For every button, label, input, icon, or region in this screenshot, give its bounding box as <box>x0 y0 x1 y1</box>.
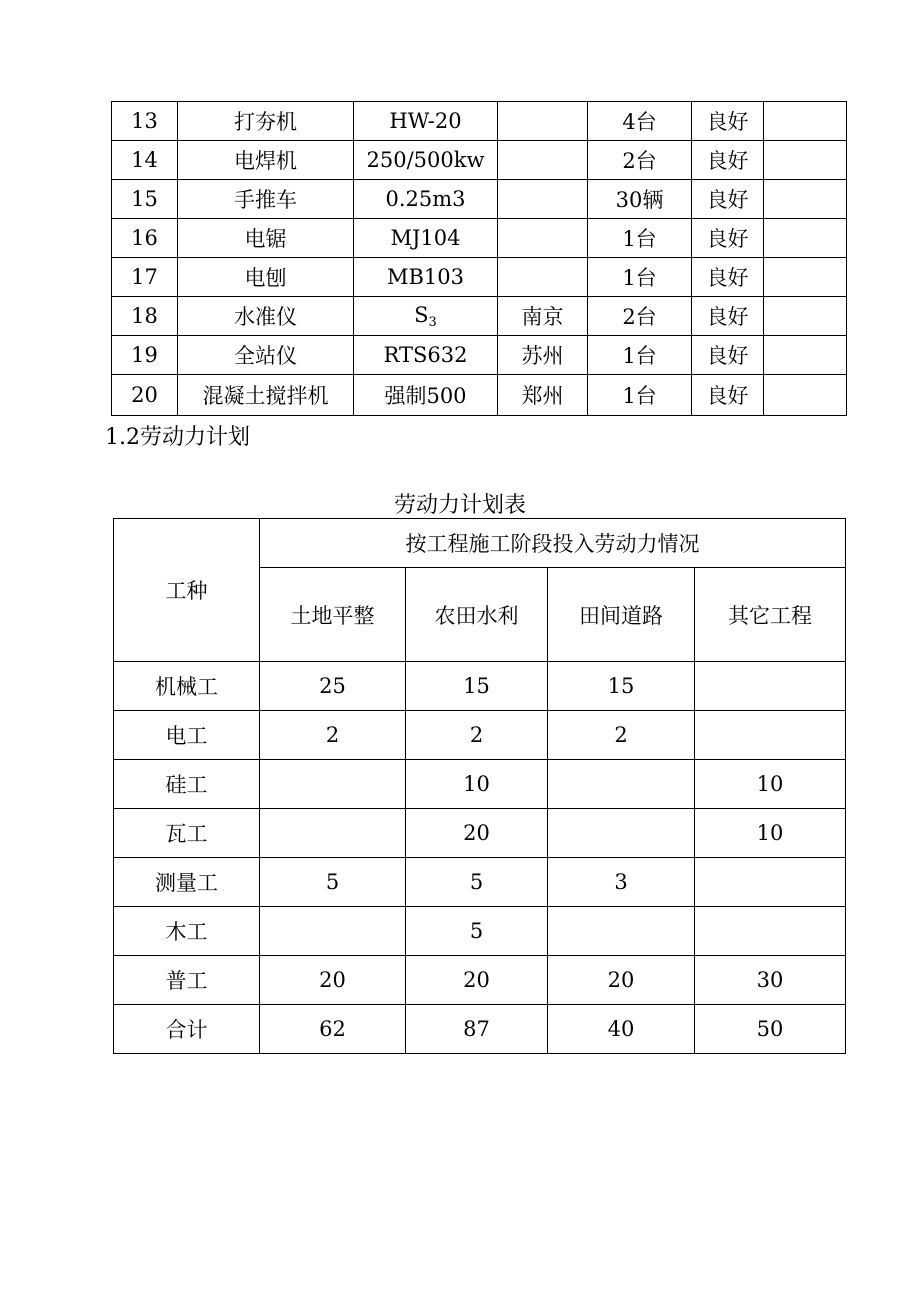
headcount-cell: 5 <box>406 858 548 907</box>
stage-header: 田间道路 <box>548 568 695 662</box>
condition-cell: 良好 <box>692 219 764 258</box>
equipment-model-cell: RTS632 <box>354 336 498 375</box>
table-row <box>112 336 847 375</box>
headcount-cell: 62 <box>260 1005 406 1054</box>
origin-cell <box>498 219 588 258</box>
equipment-name-cell: 电锯 <box>178 219 354 258</box>
trade-cell: 机械工 <box>114 662 260 711</box>
equipment-model-cell: MJ104 <box>354 219 498 258</box>
row-number-cell: 18 <box>112 297 178 336</box>
table-row <box>114 1005 846 1054</box>
quantity-cell: 2台 <box>588 297 692 336</box>
remark-cell <box>764 297 847 336</box>
headcount-cell: 20 <box>548 956 695 1005</box>
stage-header: 农田水利 <box>406 568 548 662</box>
trade-cell: 电工 <box>114 711 260 760</box>
remark-cell <box>764 375 847 416</box>
row-number-cell: 15 <box>112 180 178 219</box>
labor-plan-table <box>113 518 846 1054</box>
headcount-cell: 30 <box>695 956 846 1005</box>
condition-cell: 良好 <box>692 258 764 297</box>
equipment-model-cell: 强制500 <box>354 375 498 416</box>
row-number-cell: 19 <box>112 336 178 375</box>
headcount-cell: 2 <box>406 711 548 760</box>
headcount-cell: 2 <box>260 711 406 760</box>
trade-cell: 测量工 <box>114 858 260 907</box>
row-number-cell: 14 <box>112 141 178 180</box>
row-number-cell: 16 <box>112 219 178 258</box>
stage-header: 其它工程 <box>695 568 846 662</box>
equipment-table <box>111 101 847 416</box>
table-row <box>112 219 847 258</box>
condition-cell: 良好 <box>692 141 764 180</box>
equipment-name-cell: 打夯机 <box>178 102 354 141</box>
quantity-cell: 1台 <box>588 258 692 297</box>
remark-cell <box>764 336 847 375</box>
table-row <box>114 956 846 1005</box>
table-row <box>114 662 846 711</box>
remark-cell <box>764 141 847 180</box>
condition-cell: 良好 <box>692 297 764 336</box>
headcount-cell <box>695 907 846 956</box>
headcount-cell <box>260 907 406 956</box>
headcount-cell <box>695 858 846 907</box>
quantity-cell: 1台 <box>588 219 692 258</box>
condition-cell: 良好 <box>692 102 764 141</box>
headcount-cell: 10 <box>695 809 846 858</box>
headcount-cell <box>695 711 846 760</box>
headcount-cell <box>260 809 406 858</box>
quantity-cell: 30辆 <box>588 180 692 219</box>
origin-cell: 南京 <box>498 297 588 336</box>
table-row <box>112 375 847 416</box>
origin-cell <box>498 141 588 180</box>
trade-cell: 硅工 <box>114 760 260 809</box>
equipment-model-cell: $S_3$ <box>354 297 498 336</box>
equipment-name-cell: 水准仪 <box>178 297 354 336</box>
equipment-name-cell: 全站仪 <box>178 336 354 375</box>
origin-cell <box>498 258 588 297</box>
headcount-cell: 10 <box>695 760 846 809</box>
row-number-cell: 17 <box>112 258 178 297</box>
quantity-cell: 2台 <box>588 141 692 180</box>
headcount-cell <box>260 760 406 809</box>
remark-cell <box>764 180 847 219</box>
equipment-name-cell: 电焊机 <box>178 141 354 180</box>
equipment-model-cell: 250/500kw <box>354 141 498 180</box>
table-row <box>114 711 846 760</box>
headcount-cell: 15 <box>548 662 695 711</box>
headcount-cell: 20 <box>406 956 548 1005</box>
trade-cell: 瓦工 <box>114 809 260 858</box>
equipment-name-cell: 手推车 <box>178 180 354 219</box>
headcount-cell <box>548 809 695 858</box>
origin-cell: 苏州 <box>498 336 588 375</box>
headcount-cell: 20 <box>406 809 548 858</box>
headcount-cell: 2 <box>548 711 695 760</box>
condition-cell: 良好 <box>692 336 764 375</box>
origin-cell <box>498 180 588 219</box>
headcount-cell <box>548 760 695 809</box>
table-row <box>114 858 846 907</box>
quantity-cell: 4台 <box>588 102 692 141</box>
remark-cell <box>764 258 847 297</box>
stage-group-header: 按工程施工阶段投入劳动力情况 <box>260 519 846 568</box>
labor-table-title: 劳动力计划表 <box>393 493 526 518</box>
headcount-cell: 3 <box>548 858 695 907</box>
headcount-cell: 5 <box>406 907 548 956</box>
stage-header: 土地平整 <box>260 568 406 662</box>
trade-column-header: 工种 <box>114 519 260 662</box>
remark-cell <box>764 219 847 258</box>
row-number-cell: 13 <box>112 102 178 141</box>
quantity-cell: 1台 <box>588 336 692 375</box>
quantity-cell: 1台 <box>588 375 692 416</box>
trade-cell: 合计 <box>114 1005 260 1054</box>
origin-cell: 郑州 <box>498 375 588 416</box>
equipment-name-cell: 电刨 <box>178 258 354 297</box>
equipment-model-cell: 0.25m3 <box>354 180 498 219</box>
headcount-cell: 20 <box>260 956 406 1005</box>
origin-cell <box>498 102 588 141</box>
table-row <box>112 297 847 336</box>
headcount-cell: 87 <box>406 1005 548 1054</box>
condition-cell: 良好 <box>692 180 764 219</box>
table-row <box>112 102 847 141</box>
headcount-cell: 50 <box>695 1005 846 1054</box>
equipment-model-cell: HW-20 <box>354 102 498 141</box>
trade-cell: 普工 <box>114 956 260 1005</box>
table-row <box>112 258 847 297</box>
section-heading: 1.2劳动力计划 <box>105 425 250 450</box>
equipment-name-cell: 混凝土搅拌机 <box>178 375 354 416</box>
condition-cell: 良好 <box>692 375 764 416</box>
row-number-cell: 20 <box>112 375 178 416</box>
equipment-model-cell: MB103 <box>354 258 498 297</box>
headcount-cell: 15 <box>406 662 548 711</box>
headcount-cell <box>548 907 695 956</box>
headcount-cell: 25 <box>260 662 406 711</box>
table-row <box>114 907 846 956</box>
headcount-cell: 5 <box>260 858 406 907</box>
headcount-cell <box>695 662 846 711</box>
trade-cell: 木工 <box>114 907 260 956</box>
headcount-cell: 10 <box>406 760 548 809</box>
table-row <box>112 141 847 180</box>
headcount-cell: 40 <box>548 1005 695 1054</box>
table-row <box>114 809 846 858</box>
table-row <box>112 180 847 219</box>
table-row <box>114 760 846 809</box>
remark-cell <box>764 102 847 141</box>
